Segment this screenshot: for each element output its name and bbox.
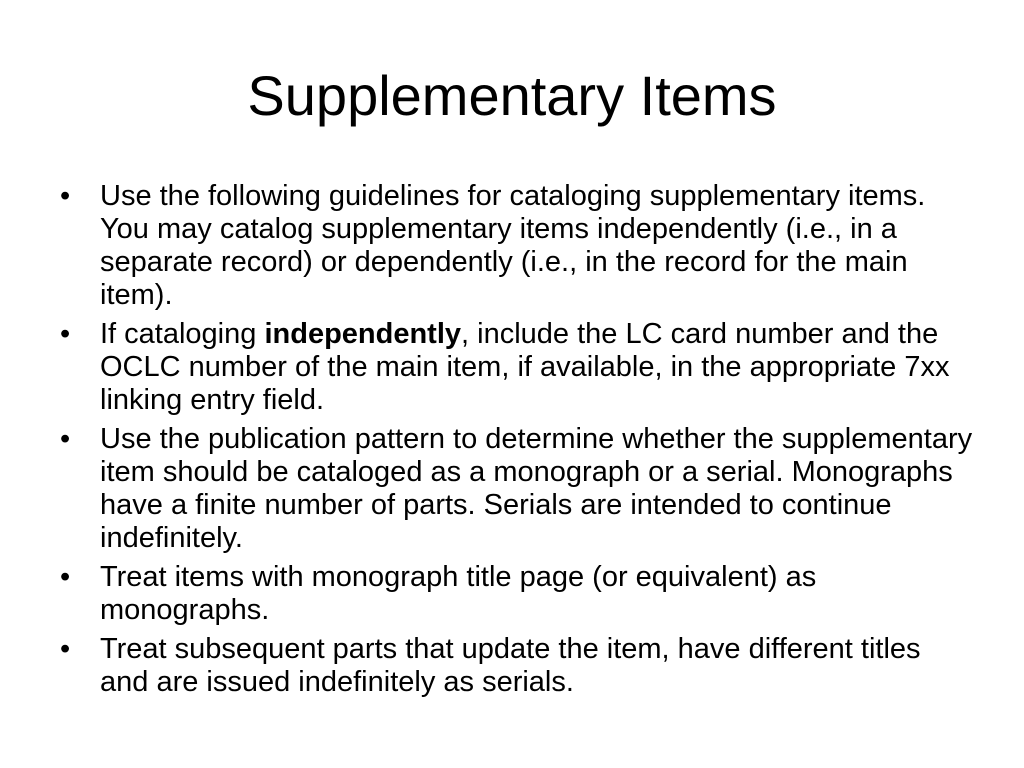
bullet-text: Treat subsequent parts that update the item, have different titles and are issued indefinitely as serials. <box>100 633 921 698</box>
bullet-item <box>56 561 976 627</box>
bullet-icon: • <box>60 180 71 212</box>
bullet-text-after: , include the LC card number and the OCLC number of the main item, if available, in the appropriate 7xx linking entry field. <box>100 318 950 416</box>
bullet-list <box>56 180 976 705</box>
bullet-emphasis: independently <box>264 318 462 350</box>
bullet-icon: • <box>60 561 71 593</box>
bullet-item <box>56 633 976 699</box>
bullet-text: Use the following guidelines for cataloging supplementary items. You may catalog supplementary items independently (i.e., in a separate record) or dependently (i.e., in the record for the main item). <box>100 180 926 311</box>
bullet-text: Treat items with monograph title page (or equivalent) as monographs. <box>100 561 817 626</box>
bullet-item <box>56 318 976 417</box>
bullet-item <box>56 180 976 312</box>
bullet-icon: • <box>60 318 71 350</box>
bullet-text-before: If cataloging <box>100 318 265 350</box>
bullet-icon: • <box>60 423 71 455</box>
bullet-item <box>56 423 976 555</box>
slide-title: Supplementary Items <box>247 64 777 127</box>
bullet-text: Use the publication pattern to determine whether the supplementary item should be cataloged as a monograph or a serial. Monographs have a finite number of parts. Serials are intended to continue indefinitely. <box>100 423 973 554</box>
bullet-icon: • <box>60 633 71 665</box>
